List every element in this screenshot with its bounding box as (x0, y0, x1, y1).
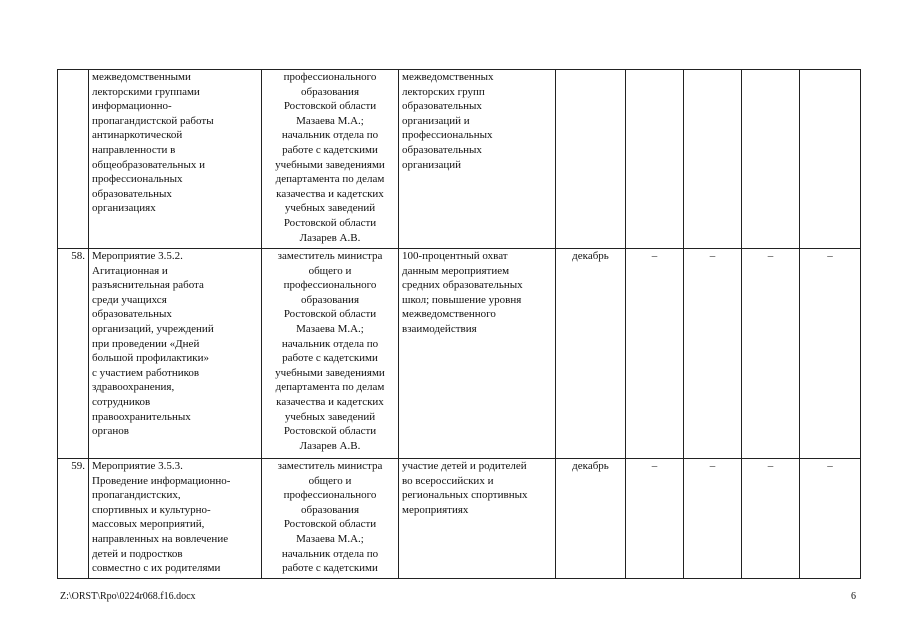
value-cell (626, 70, 684, 249)
value-cell: – (626, 459, 684, 579)
value-cell: – (800, 249, 861, 459)
value-cell: – (800, 459, 861, 579)
footer-file-path: Z:\ORST\Rpo\0224r068.f16.docx (60, 591, 196, 602)
row-number: 58. (58, 249, 89, 459)
term-cell: декабрь (556, 459, 626, 579)
value-cell: – (742, 249, 800, 459)
result-cell: межведомственных лекторских групп образовательных организаций и профессиональных образовательных организаций (399, 70, 556, 249)
row-number (58, 70, 89, 249)
result-cell: 100-процентный охват данным мероприятием средних образовательных школ; повышение уровня межведомственного взаимодействия (399, 249, 556, 459)
page-number: 6 (851, 591, 856, 602)
event-cell: Мероприятие 3.5.3. Проведение информационно- пропагандистских, спортивных и культурно- массовых мероприятий, направленных на вовлечение детей и подростков совместно с их родителями (89, 459, 262, 579)
responsible-cell: заместитель министра общего и профессионального образования Ростовской области Мазаева М.А.; начальник отдела по работе с кадетскими учебными заведениями департамента по делам казачества и кадетских учебных заведений Ростовской области Лазарев А.В. (262, 249, 399, 459)
event-cell: межведомственными лекторскими группами информационно- пропагандистской работы антинаркотической направленности в общеобразовательных и профессиональных образовательных организациях (89, 70, 262, 249)
value-cell: – (742, 459, 800, 579)
row-number: 59. (58, 459, 89, 579)
event-cell: Мероприятие 3.5.2. Агитационная и разъяснительная работа среди учащихся образовательных организаций, учреждений при проведении «Дней большой профилактики» с участием работников здравоохранения, сотрудников правоохранительных органов (89, 249, 262, 459)
value-cell: – (626, 249, 684, 459)
term-cell: декабрь (556, 249, 626, 459)
table-row (58, 70, 861, 249)
table-row (58, 249, 861, 459)
value-cell: – (684, 249, 742, 459)
term-cell (556, 70, 626, 249)
responsible-cell: профессионального образования Ростовской области Мазаева М.А.; начальник отдела по работе с кадетскими учебными заведениями департамента по делам казачества и кадетских учебных заведений Ростовской области Лазарев А.В. (262, 70, 399, 249)
plan-table (57, 69, 861, 579)
table-row (58, 459, 861, 579)
responsible-cell: заместитель министра общего и профессионального образования Ростовской области Мазаева М.А.; начальник отдела по работе с кадетскими (262, 459, 399, 579)
result-cell: участие детей и родителей во всероссийских и региональных спортивных мероприятиях (399, 459, 556, 579)
value-cell (684, 70, 742, 249)
value-cell: – (684, 459, 742, 579)
value-cell (800, 70, 861, 249)
value-cell (742, 70, 800, 249)
